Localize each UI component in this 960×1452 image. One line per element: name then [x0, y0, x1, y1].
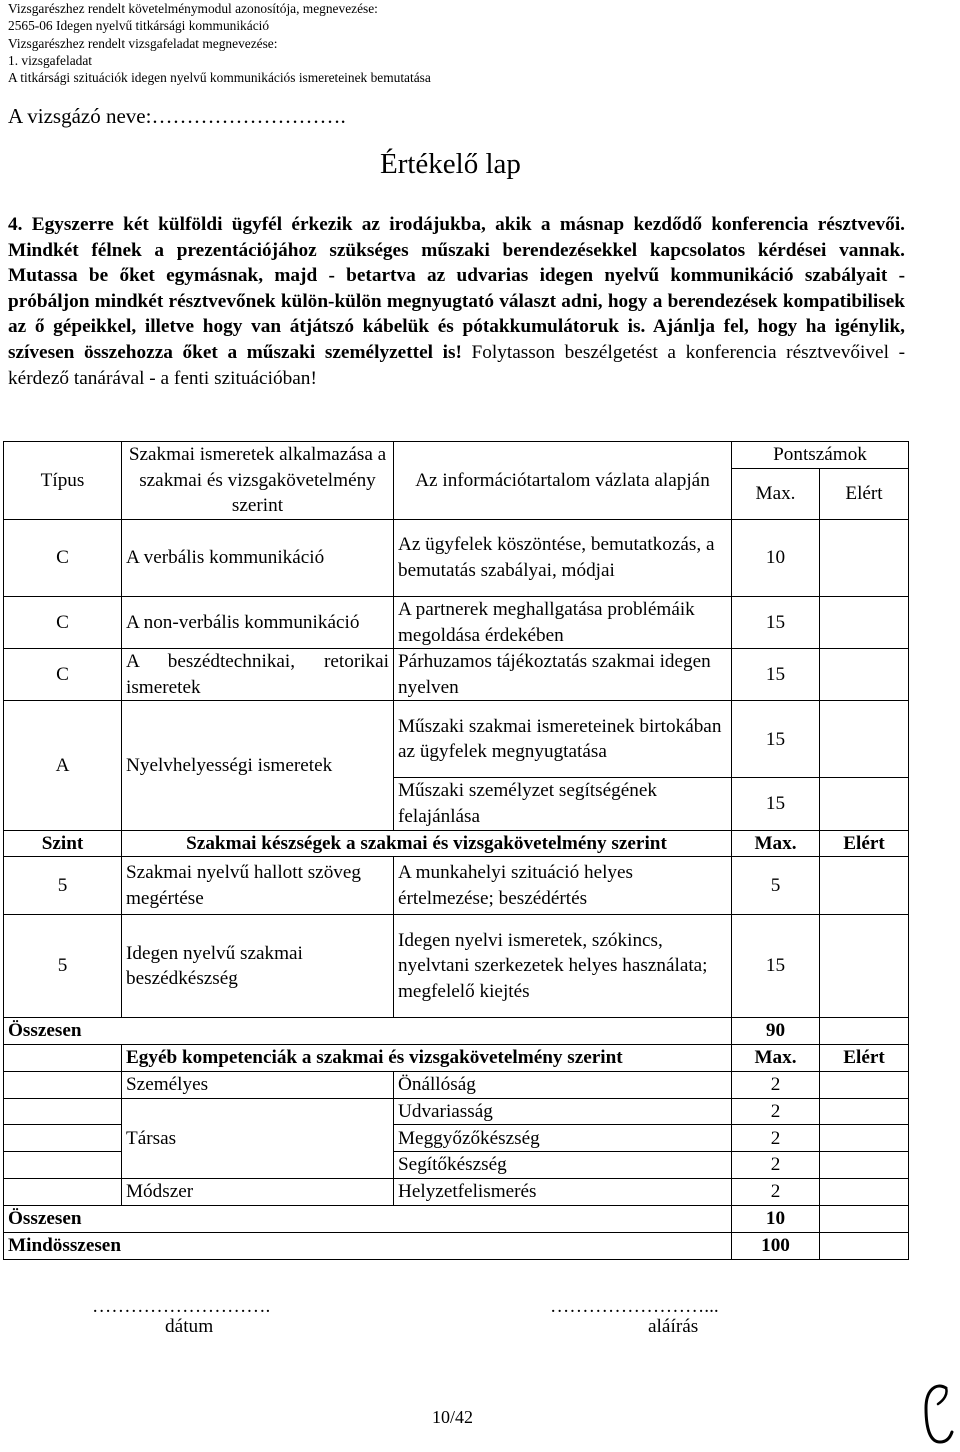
content-cell: Műszaki szakmai ismereteinek birtokában az ügyfelek megnyugtatása — [394, 701, 732, 778]
subtotal-value: 90 — [732, 1018, 820, 1045]
item-cell: Helyzetfelismerés — [394, 1178, 732, 1205]
content-cell: Idegen nyelvi ismeretek, szókincs, nyelvtani szerkezetek helyes használata; megfelelő kiejtés — [394, 915, 732, 1018]
table-row — [4, 857, 909, 915]
achieved-cell[interactable] — [820, 1125, 909, 1152]
grand-total-label: Mindösszesen — [4, 1232, 732, 1259]
date-line: ………………………. — [92, 1296, 271, 1317]
max-cell: 2 — [732, 1178, 820, 1205]
achieved-cell[interactable] — [820, 1232, 909, 1259]
max-cell: 15 — [732, 701, 820, 778]
signature-label: aláírás — [648, 1316, 699, 1337]
max-cell: 15 — [732, 597, 820, 649]
subtotal-label: Összesen — [4, 1018, 732, 1045]
evaluation-table — [3, 441, 909, 1260]
col-header-outline: Az információtartalom vázlata alapján — [394, 442, 732, 520]
candidate-name-field: A vizsgázó neve:………………………. — [8, 104, 346, 128]
level-cell: 5 — [4, 915, 122, 1018]
col-header-achieved: Elért — [820, 469, 909, 520]
group-cell: Módszer — [122, 1178, 394, 1205]
page-title: Értékelő lap — [380, 148, 521, 180]
table-row — [4, 520, 909, 597]
table-row — [4, 597, 909, 649]
group-cell: Társas — [122, 1098, 394, 1178]
type-cell: C — [4, 597, 122, 649]
grand-total-value: 100 — [732, 1232, 820, 1259]
achieved-cell[interactable] — [820, 1098, 909, 1125]
other-header-title: Egyéb kompetenciák a szakmai és vizsgakövetelmény szerint — [122, 1045, 732, 1072]
content-cell: Műszaki személyzet segítségének felajánlása — [394, 778, 732, 830]
achieved-cell[interactable] — [820, 649, 909, 701]
header-line: A titkársági szituációk idegen nyelvű kommunikációs ismereteinek bemutatása — [8, 70, 431, 86]
empty-cell — [4, 1098, 122, 1125]
achieved-cell[interactable] — [820, 1178, 909, 1205]
empty-cell — [4, 1152, 122, 1179]
achieved-cell[interactable] — [820, 520, 909, 597]
col-header-max: Max. — [732, 830, 820, 857]
max-cell: 15 — [732, 778, 820, 830]
table-row — [4, 915, 909, 1018]
col-header-achieved: Elért — [820, 1045, 909, 1072]
signature-initial-mark — [918, 1380, 958, 1450]
subtotal-row — [4, 1205, 909, 1232]
task-description — [8, 212, 905, 391]
content-cell: A partnerek meghallgatása problémáik megoldása érdekében — [394, 597, 732, 649]
col-header-max: Max. — [732, 1045, 820, 1072]
task-normal-text: Folytasson beszélgetést a konferencia résztvevőivel - kérdező tanárával - a fenti szituációban! — [8, 341, 905, 389]
document-header — [8, 0, 431, 86]
col-header-type: Típus — [4, 442, 122, 520]
task-bold-text: 4. Egyszerre két külföldi ügyfél érkezik az irodájukba, akik a másnap kezdődő konferencia résztvevői. Mindkét félnek a prezentációjához szükséges műszaki berendezésekkel kapcsolatos kérdései vannak. Mutassa be őket egymásnak, majd - betartva az udvarias idegen nyelvű kommunikáció szabályait - próbáljon mindkét résztvevőnek külön-külön megnyugtató választ adni, hogy a berendezések kompatibilisek az ő gépeikkel, illetve hogy van átjátszó kábelük és pótakkumulátoruk is. Ajánlja fel, hogy ha igénylik, szívesen összehozza őket a műszaki személyzettel is! — [8, 214, 905, 363]
empty-cell — [4, 1045, 122, 1072]
achieved-cell[interactable] — [820, 597, 909, 649]
other-header-row — [4, 1045, 909, 1072]
header-line: 1. vizsgafeladat — [8, 52, 93, 68]
achieved-cell[interactable] — [820, 1018, 909, 1045]
table-row — [4, 1098, 909, 1125]
level-cell: 5 — [4, 857, 122, 915]
achieved-cell[interactable] — [820, 1072, 909, 1099]
item-cell: Segítőkészség — [394, 1152, 732, 1179]
max-cell: 2 — [732, 1098, 820, 1125]
header-line: Vizsgarészhez rendelt követelménymodul azonosítója, megnevezése: — [8, 1, 378, 16]
content-cell: Párhuzamos tájékoztatás szakmai idegen nyelven — [394, 649, 732, 701]
col-header-achieved: Elért — [820, 830, 909, 857]
group-cell: Személyes — [122, 1072, 394, 1099]
max-cell: 2 — [732, 1152, 820, 1179]
grand-total-row — [4, 1232, 909, 1259]
area-cell: Nyelvhelyességi ismeretek — [122, 701, 394, 830]
area-cell: Idegen nyelvű szakmai beszédkészség — [122, 915, 394, 1018]
max-cell: 2 — [732, 1125, 820, 1152]
signature-line: ……………………... — [550, 1296, 719, 1317]
subtotal-label: Összesen — [4, 1205, 732, 1232]
content-cell: A munkahelyi szituáció helyes értelmezése; beszédértés — [394, 857, 732, 915]
table-header-row — [4, 442, 909, 469]
col-header-knowledge: Szakmai ismeretek alkalmazása a szakmai és vizsgakövetelmény szerint — [122, 442, 394, 520]
col-header-max: Max. — [732, 469, 820, 520]
area-cell: Szakmai nyelvű hallott szöveg megértése — [122, 857, 394, 915]
empty-cell — [4, 1178, 122, 1205]
max-cell: 2 — [732, 1072, 820, 1099]
max-cell: 15 — [732, 649, 820, 701]
empty-cell — [4, 1125, 122, 1152]
max-cell: 5 — [732, 857, 820, 915]
achieved-cell[interactable] — [820, 1152, 909, 1179]
type-cell: C — [4, 649, 122, 701]
content-cell: Az ügyfelek köszöntése, bemutatkozás, a bemutatás szabályai, módjai — [394, 520, 732, 597]
achieved-cell[interactable] — [820, 778, 909, 830]
skills-header-title: Szakmai készségek a szakmai és vizsgakövetelmény szerint — [122, 830, 732, 857]
area-cell: A non-verbális kommunikáció — [122, 597, 394, 649]
max-cell: 10 — [732, 520, 820, 597]
col-header-points: Pontszámok — [732, 442, 909, 469]
table-row — [4, 701, 909, 778]
achieved-cell[interactable] — [820, 915, 909, 1018]
table-row — [4, 649, 909, 701]
achieved-cell[interactable] — [820, 701, 909, 778]
header-line: 2565-06 Idegen nyelvű titkársági kommunikáció — [8, 18, 270, 34]
item-cell: Önállóság — [394, 1072, 732, 1099]
type-cell: C — [4, 520, 122, 597]
item-cell: Meggyőzőkészség — [394, 1125, 732, 1152]
table-row — [4, 1178, 909, 1205]
achieved-cell[interactable] — [820, 857, 909, 915]
subtotal-row — [4, 1018, 909, 1045]
item-cell: Udvariasság — [394, 1098, 732, 1125]
date-label: dátum — [165, 1316, 214, 1337]
area-cell: A beszédtechnikai, retorikai ismeretek — [122, 649, 394, 701]
achieved-cell[interactable] — [820, 1205, 909, 1232]
max-cell: 15 — [732, 915, 820, 1018]
page-number: 10/42 — [432, 1407, 474, 1427]
type-cell: A — [4, 701, 122, 830]
level-header: Szint — [4, 830, 122, 857]
area-cell: A verbális kommunikáció — [122, 520, 394, 597]
header-line: Vizsgarészhez rendelt vizsgafeladat megnevezése: — [8, 35, 278, 51]
empty-cell — [4, 1072, 122, 1099]
subtotal-value: 10 — [732, 1205, 820, 1232]
skills-header-row — [4, 830, 909, 857]
table-row — [4, 1072, 909, 1099]
